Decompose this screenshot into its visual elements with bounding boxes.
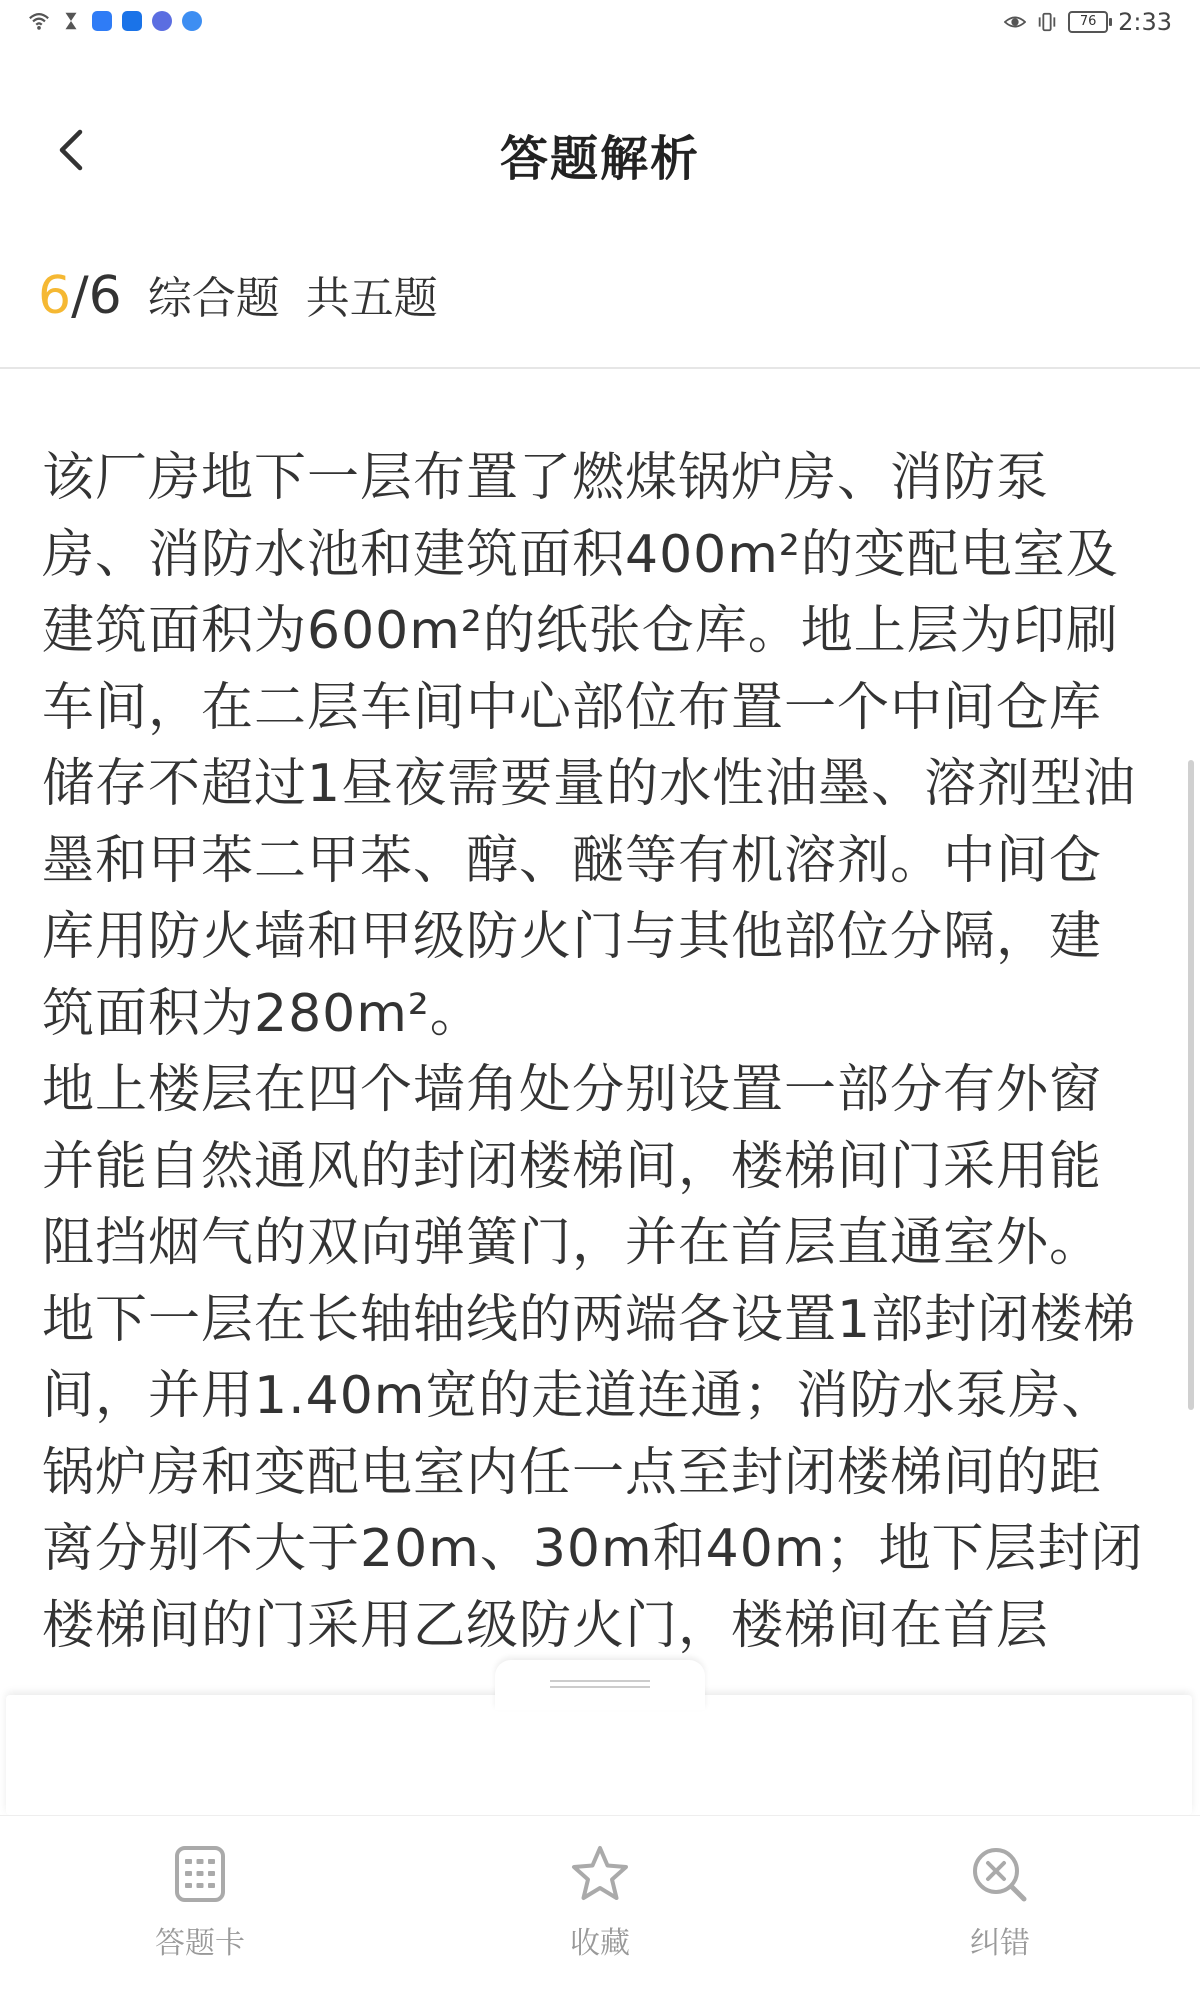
vibrate-icon bbox=[1036, 11, 1058, 33]
page-title: 答题解析 bbox=[499, 131, 700, 187]
progress-separator: / bbox=[71, 266, 89, 326]
answer-panel bbox=[6, 1695, 1192, 1815]
nav-report-error-label: 纠错 bbox=[970, 1926, 1030, 1961]
app-icon-1 bbox=[92, 11, 112, 31]
hourglass-icon bbox=[60, 10, 82, 32]
question-count: 共五题 bbox=[305, 273, 438, 324]
battery-indicator: 76 bbox=[1068, 11, 1108, 33]
progress-current: 6 bbox=[38, 266, 72, 326]
progress-total: 6 bbox=[88, 266, 122, 326]
error-search-icon bbox=[968, 1844, 1032, 1904]
panel-drag-handle[interactable] bbox=[495, 1660, 705, 1710]
nav-answer-card[interactable] bbox=[100, 1844, 300, 1962]
header bbox=[0, 90, 1200, 210]
music-icon bbox=[152, 11, 172, 31]
scrollbar[interactable] bbox=[1188, 760, 1194, 1410]
question-paragraph-2: 地上楼层在四个墙角处分别设置一部分有外窗并能自然通风的封闭楼梯间，楼梯间门采用能阻挡烟气的双向弹簧门，并在首层直通室外。地下一层在长轴轴线的两端各设置1部封闭楼梯间，并用1.40m宽的走道连通；消防水泵房、锅炉房和变配电室内任一点至封闭楼梯间的距离分别不大于20m、30m和40m；地下层封闭楼梯间的门采用乙级防火门，楼梯间在首层 bbox=[42, 1060, 1144, 1656]
nav-favorite-label: 收藏 bbox=[570, 1926, 630, 1961]
star-icon bbox=[568, 1844, 632, 1904]
nav-report-error[interactable] bbox=[900, 1844, 1100, 1962]
question-text bbox=[42, 440, 1152, 1690]
question-type: 综合题 bbox=[147, 273, 280, 324]
bottom-nav bbox=[0, 1815, 1200, 2001]
question-paragraph-1: 该厂房地下一层布置了燃煤锅炉房、消防泵房、消防水池和建筑面积400m²的变配电室及建筑面积为600m²的纸张仓库。地上层为印刷车间，在二层车间中心部位布置一个中间仓库储存不超过1昼夜需要量的水性油墨、溶剂型油墨和甲苯二甲苯、醇、醚等有机溶剂。中间仓库用防火墙和甲级防火门与其他部位分隔，建筑面积为280m²。 bbox=[42, 448, 1137, 1044]
grip-icon bbox=[550, 1680, 650, 1688]
wifi-icon bbox=[28, 10, 50, 32]
app-icon-3 bbox=[182, 11, 202, 31]
status-bar bbox=[0, 0, 1200, 50]
answer-card-icon bbox=[172, 1844, 228, 1904]
nav-favorite[interactable] bbox=[500, 1844, 700, 1962]
divider bbox=[0, 367, 1200, 369]
app-icon-2 bbox=[122, 11, 142, 31]
status-time: 2:33 bbox=[1118, 8, 1172, 36]
eye-icon bbox=[1004, 11, 1026, 33]
status-right-icons bbox=[1004, 8, 1172, 36]
question-progress bbox=[38, 262, 438, 332]
nav-answer-card-label: 答题卡 bbox=[155, 1926, 245, 1961]
status-left-icons bbox=[28, 10, 202, 32]
